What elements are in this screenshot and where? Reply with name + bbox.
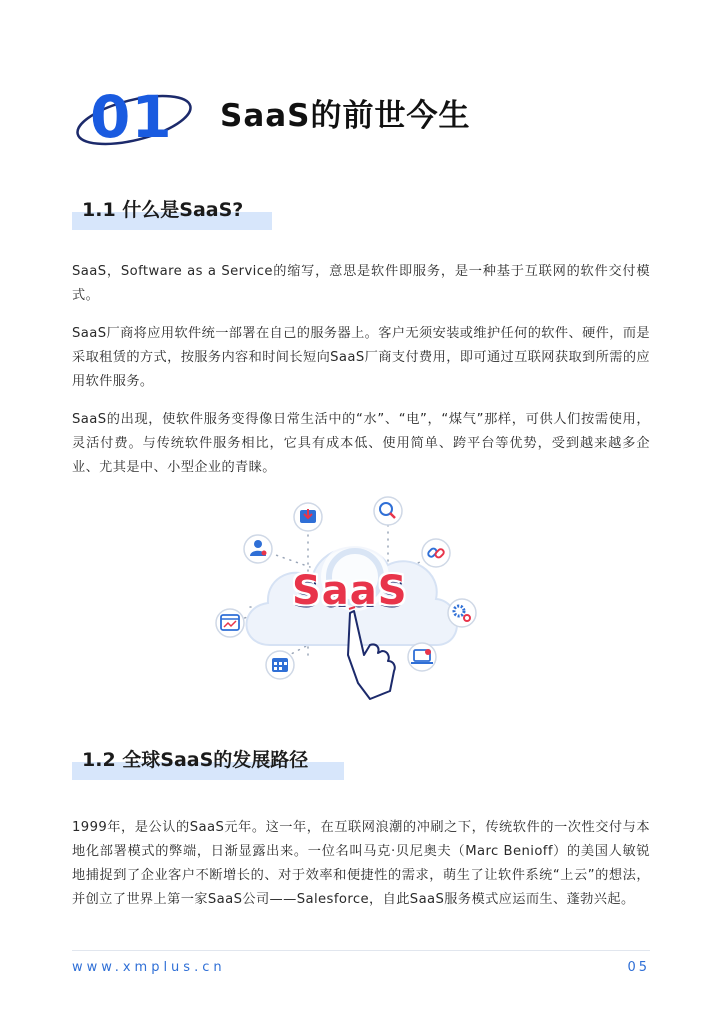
calendar-icon bbox=[266, 651, 294, 679]
chapter-header bbox=[74, 82, 674, 162]
section-title: 1.2 全球SaaS的发展路径 bbox=[82, 749, 309, 771]
paragraph: 1999年，是公认的SaaS元年。这一年，在互联网浪潮的冲刷之下，传统软件的一次性交付与本地化部署模式的弊端，日渐显露出来。一位名叫马克·贝尼奥夫（Marc Benioff）的美国人敏锐地捕捉到了企业客户不断增长的、对于效率和便捷性的需求，萌生了让软件系统“上云”的想法，并创立了世界上第一家SaaS公司——Salesforce，自此SaaS服务模式应运而生、蓬勃兴起。 bbox=[72, 820, 650, 907]
laptop-mail-icon bbox=[408, 643, 436, 671]
saas-illustration bbox=[210, 495, 500, 710]
chapter-number-badge bbox=[74, 82, 194, 152]
chapter-title: SaaS的前世今生 bbox=[220, 98, 471, 134]
paragraph: SaaS厂商将应用软件统一部署在自己的服务器上。客户无须安装或维护任何的软件、硬件，而是采取租赁的方式，按服务内容和时间长短向SaaS厂商支付费用，即可通过互联网获取到所需的应用软件服务。 bbox=[72, 326, 651, 389]
search-chart-icon bbox=[374, 497, 402, 525]
gear-icon bbox=[448, 599, 476, 627]
section-title: 1.1 什么是SaaS? bbox=[82, 199, 244, 221]
page-number: 05 bbox=[627, 960, 650, 975]
browser-chart-icon bbox=[216, 609, 244, 637]
paragraph: SaaS，Software as a Service的缩写，意思是软件即服务，是一种基于互联网的软件交付模式。 bbox=[72, 264, 650, 303]
section-heading-1 bbox=[72, 194, 272, 230]
saas-label: SaaS bbox=[292, 568, 408, 614]
paragraph: SaaS的出现，使软件服务变得像日常生活中的“水”、“电”，“煤气”那样，可供人们按需使用，灵活付费。与传统软件服务相比，它具有成本低、使用简单、跨平台等优势，受到越来越多企业、尤其是中、小型企业的青睐。 bbox=[72, 412, 650, 475]
footer-url[interactable]: www.xmplus.cn bbox=[72, 960, 226, 975]
link-icon bbox=[422, 539, 450, 567]
user-icon bbox=[244, 535, 272, 563]
download-icon bbox=[294, 503, 322, 531]
section-heading-2 bbox=[72, 744, 344, 780]
chapter-number: 01 bbox=[90, 83, 173, 151]
footer-divider bbox=[72, 950, 650, 951]
